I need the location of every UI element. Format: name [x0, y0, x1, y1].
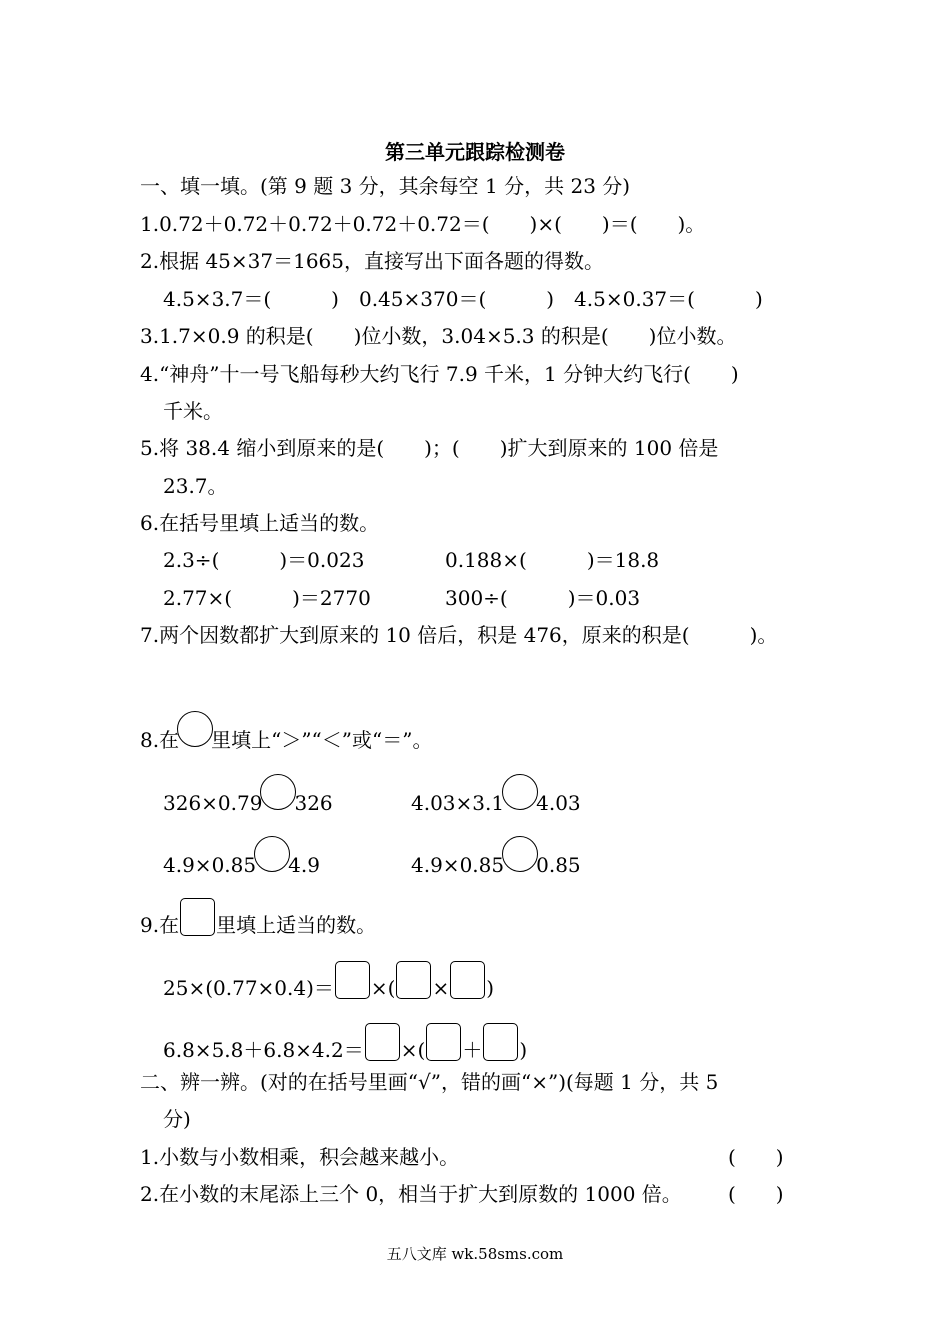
q8-c-left: 4.9×0.85 — [163, 853, 257, 877]
question-8 — [140, 711, 432, 754]
question-4-line1: 4.“神舟”十一号飞船每秒大约飞行 7.9 千米，1 分钟大约飞行( ) — [140, 362, 739, 386]
judge-answer-paren-1[interactable]: ( ) — [728, 1145, 784, 1169]
compare-circle[interactable] — [260, 774, 296, 810]
question-6-a: 2.3÷( )＝0.023 — [163, 548, 365, 572]
q9-a-left: 25×(0.77×0.4)＝ — [163, 976, 334, 1000]
question-6-c: 2.77×( )＝2770 — [163, 586, 371, 610]
answer-box[interactable] — [396, 961, 431, 999]
question-9-b — [163, 1023, 527, 1064]
q9-b-close: ) — [519, 1038, 528, 1062]
q9-a-times: ×( — [370, 976, 396, 1000]
judge-answer-paren-2[interactable]: ( ) — [728, 1182, 784, 1206]
circle-blank-icon — [177, 711, 213, 747]
question-8-a — [163, 774, 333, 817]
question-8-c — [163, 836, 320, 879]
question-6-d: 300÷( )＝0.03 — [445, 586, 641, 610]
page-title: 第三单元跟踪检测卷 — [385, 140, 565, 164]
question-8-suffix: 里填上“＞”“＜”或“＝”。 — [211, 728, 433, 752]
q8-a-right: 326 — [294, 791, 333, 815]
question-6: 6.在括号里填上适当的数。 — [140, 511, 380, 535]
question-2: 2.根据 45×37＝1665，直接写出下面各题的得数。 — [140, 249, 604, 273]
question-2-items: 4.5×3.7＝( ) 0.45×370＝( ) 4.5×0.37＝( ) — [163, 287, 763, 311]
question-8-prefix: 8.在 — [140, 728, 180, 752]
question-8-b — [411, 774, 581, 817]
judge-question-2: 2.在小数的末尾添上三个 0，相当于扩大到原数的 1000 倍。 — [140, 1182, 682, 1206]
question-9-prefix: 9.在 — [140, 913, 180, 937]
question-9-a — [163, 961, 494, 1002]
q8-d-right: 0.85 — [536, 853, 581, 877]
q9-a-times2: × — [432, 976, 450, 1000]
answer-box[interactable] — [365, 1023, 400, 1061]
q8-b-left: 4.03×3.1 — [411, 791, 505, 815]
question-4-line2: 千米。 — [163, 399, 223, 423]
compare-circle[interactable] — [502, 774, 538, 810]
question-5-line1: 5.将 38.4 缩小到原来的是( )；( )扩大到原来的 100 倍是 — [140, 436, 719, 460]
answer-box[interactable] — [483, 1023, 518, 1061]
question-5-line2: 23.7。 — [163, 474, 228, 498]
question-8-d — [411, 836, 581, 879]
section1-heading: 一、填一填。(第 9 题 3 分，其余每空 1 分，共 23 分) — [140, 174, 631, 198]
q8-d-left: 4.9×0.85 — [411, 853, 505, 877]
question-7: 7.两个因数都扩大到原来的 10 倍后，积是 476，原来的积是( )。 — [140, 623, 778, 647]
footer-watermark: 五八文库 wk.58sms.com — [386, 1245, 564, 1263]
compare-circle[interactable] — [254, 836, 290, 872]
question-9 — [140, 898, 376, 939]
question-6-b: 0.188×( )＝18.8 — [445, 548, 660, 572]
question-9-suffix: 里填上适当的数。 — [216, 913, 377, 937]
compare-circle[interactable] — [502, 836, 538, 872]
q9-b-left: 6.8×5.8＋6.8×4.2＝ — [163, 1038, 364, 1062]
square-blank-icon — [180, 898, 215, 936]
q8-a-left: 326×0.79 — [163, 791, 263, 815]
q8-c-right: 4.9 — [288, 853, 320, 877]
section2-heading-line1: 二、辨一辨。(对的在括号里画“√”，错的画“×”)(每题 1 分，共 5 — [140, 1070, 719, 1094]
answer-box[interactable] — [426, 1023, 461, 1061]
q9-b-plus: ＋ — [462, 1038, 483, 1062]
answer-box[interactable] — [450, 961, 485, 999]
q9-a-close: ) — [486, 976, 495, 1000]
question-1: 1.0.72＋0.72＋0.72＋0.72＋0.72＝( )×( )＝( )。 — [140, 212, 706, 236]
judge-question-1: 1.小数与小数相乘，积会越来越小。 — [140, 1145, 460, 1169]
answer-box[interactable] — [335, 961, 370, 999]
q8-b-right: 4.03 — [536, 791, 581, 815]
q9-b-times: ×( — [400, 1038, 426, 1062]
section2-heading-line2: 分) — [163, 1107, 191, 1131]
question-3: 3.1.7×0.9 的积是( )位小数，3.04×5.3 的积是( )位小数。 — [140, 324, 737, 348]
